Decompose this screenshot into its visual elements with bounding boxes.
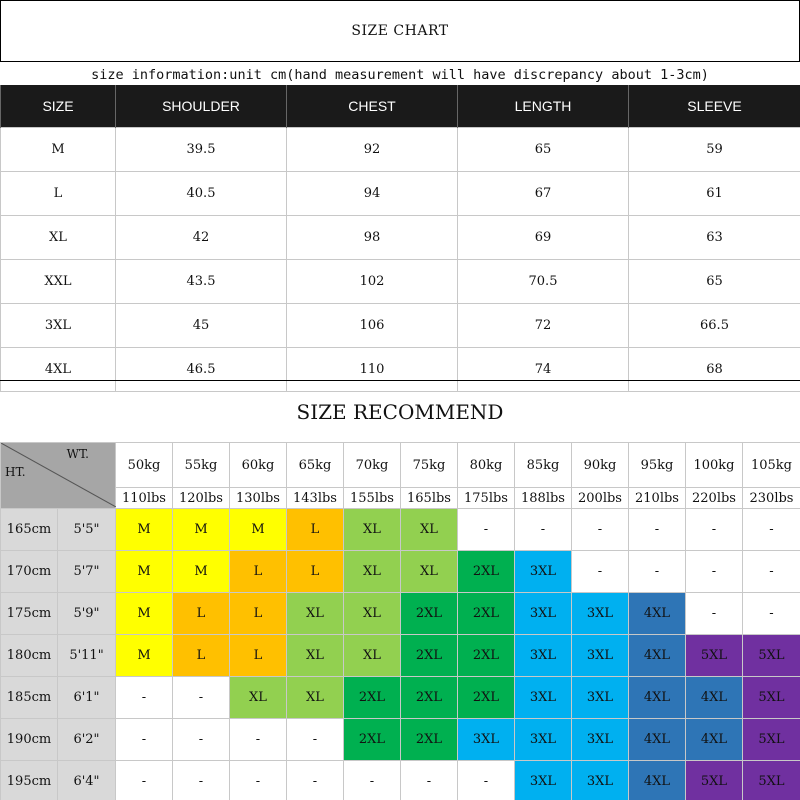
size-cell: 40.5 — [116, 172, 287, 216]
height-ft-cell: 5'7" — [58, 551, 116, 593]
height-row — [1, 761, 800, 800]
weight-lbs-cell: 120lbs — [173, 488, 230, 509]
recommended-size-cell: XL — [287, 635, 344, 677]
size-cell: 70.5 — [458, 260, 629, 304]
height-row — [1, 509, 800, 551]
recommended-size-cell: 2XL — [458, 551, 515, 593]
size-cell: 42 — [116, 216, 287, 260]
weight-lbs-cell: 110lbs — [116, 488, 173, 509]
size-cell: 67 — [458, 172, 629, 216]
recommended-size-cell: - — [743, 551, 800, 593]
recommended-size-cell: 2XL — [401, 719, 458, 761]
size-cell: 46.5 — [116, 348, 287, 392]
recommended-size-cell: 3XL — [572, 719, 629, 761]
recommended-size-cell: 2XL — [458, 635, 515, 677]
size-row — [1, 304, 800, 348]
height-cm-cell: 185cm — [1, 677, 58, 719]
recommended-size-cell: 3XL — [572, 593, 629, 635]
height-cm-cell: 175cm — [1, 593, 58, 635]
header-chest: CHEST — [287, 85, 458, 128]
size-table-header — [1, 85, 800, 128]
weight-kg-cell: 60kg — [230, 443, 287, 488]
weight-kg-cell: 90kg — [572, 443, 629, 488]
recommended-size-cell: L — [287, 509, 344, 551]
recommended-size-cell: M — [116, 593, 173, 635]
recommended-size-cell: 3XL — [515, 719, 572, 761]
size-cell: M — [1, 128, 116, 172]
recommended-size-cell: - — [686, 509, 743, 551]
recommended-size-cell: 3XL — [572, 677, 629, 719]
size-chart-table — [0, 85, 800, 392]
recommended-size-cell: 4XL — [629, 761, 686, 800]
height-row — [1, 677, 800, 719]
size-cell: 4XL — [1, 348, 116, 392]
weight-lbs-cell: 200lbs — [572, 488, 629, 509]
recommended-size-cell: L — [230, 551, 287, 593]
recommended-size-cell: 2XL — [401, 593, 458, 635]
recommended-size-cell: 4XL — [629, 677, 686, 719]
recommended-size-cell: 5XL — [743, 677, 800, 719]
recommended-size-cell: - — [686, 551, 743, 593]
recommended-size-cell: 3XL — [572, 761, 629, 800]
size-cell: 106 — [287, 304, 458, 348]
recommended-size-cell: 4XL — [629, 635, 686, 677]
size-cell: 66.5 — [629, 304, 800, 348]
weight-lbs-row — [1, 488, 800, 509]
header-size: SIZE — [1, 85, 116, 128]
recommended-size-cell: - — [230, 761, 287, 800]
size-cell: 110 — [287, 348, 458, 392]
recommended-size-cell: 2XL — [401, 677, 458, 719]
recommended-size-cell: - — [572, 509, 629, 551]
size-chart-title: SIZE CHART — [0, 0, 800, 62]
size-cell: 102 — [287, 260, 458, 304]
recommended-size-cell: - — [287, 719, 344, 761]
height-cm-cell: 190cm — [1, 719, 58, 761]
recommended-size-cell: 5XL — [686, 635, 743, 677]
recommended-size-cell: M — [173, 551, 230, 593]
height-row — [1, 593, 800, 635]
recommended-size-cell: - — [458, 761, 515, 800]
recommended-size-cell: 2XL — [344, 719, 401, 761]
recommended-size-cell: - — [629, 551, 686, 593]
size-cell: 74 — [458, 348, 629, 392]
size-cell: 39.5 — [116, 128, 287, 172]
size-recommend-title: SIZE RECOMMEND — [0, 380, 800, 443]
recommended-size-cell: - — [515, 509, 572, 551]
weight-lbs-cell: 130lbs — [230, 488, 287, 509]
recommended-size-cell: M — [173, 509, 230, 551]
size-row — [1, 216, 800, 260]
weight-kg-cell: 85kg — [515, 443, 572, 488]
recommended-size-cell: L — [230, 593, 287, 635]
size-cell: 94 — [287, 172, 458, 216]
recommended-size-cell: - — [173, 761, 230, 800]
recommended-size-cell: 3XL — [515, 551, 572, 593]
recommended-size-cell: 5XL — [686, 761, 743, 800]
weight-kg-row — [1, 443, 800, 488]
size-information-note: size information:unit cm(hand measurement will have discrepancy about 1-3cm) — [91, 67, 709, 83]
size-cell: 61 — [629, 172, 800, 216]
height-cm-cell: 170cm — [1, 551, 58, 593]
recommended-size-cell: M — [230, 509, 287, 551]
recommended-size-cell: - — [173, 677, 230, 719]
weight-label: WT. — [66, 447, 89, 461]
weight-kg-cell: 105kg — [743, 443, 800, 488]
recommended-size-cell: - — [116, 677, 173, 719]
height-row — [1, 635, 800, 677]
recommended-size-cell: - — [116, 719, 173, 761]
size-cell: XL — [1, 216, 116, 260]
recommended-size-cell: - — [686, 593, 743, 635]
header-length: LENGTH — [458, 85, 629, 128]
size-cell: L — [1, 172, 116, 216]
weight-kg-cell: 80kg — [458, 443, 515, 488]
weight-lbs-cell: 188lbs — [515, 488, 572, 509]
weight-lbs-cell: 155lbs — [344, 488, 401, 509]
recommended-size-cell: - — [116, 761, 173, 800]
weight-kg-cell: 95kg — [629, 443, 686, 488]
recommended-size-cell: 3XL — [572, 635, 629, 677]
recommended-size-cell: L — [173, 635, 230, 677]
recommended-size-cell: 5XL — [743, 719, 800, 761]
size-cell: 59 — [629, 128, 800, 172]
recommended-size-cell: XL — [230, 677, 287, 719]
recommended-size-cell: L — [230, 635, 287, 677]
weight-kg-cell: 100kg — [686, 443, 743, 488]
size-cell: 98 — [287, 216, 458, 260]
recommended-size-cell: 5XL — [743, 635, 800, 677]
size-cell: 45 — [116, 304, 287, 348]
recommended-size-cell: 3XL — [515, 761, 572, 800]
recommended-size-cell: - — [458, 509, 515, 551]
recommended-size-cell: 3XL — [515, 677, 572, 719]
recommended-size-cell: 3XL — [515, 593, 572, 635]
recommended-size-cell: L — [173, 593, 230, 635]
recommended-size-cell: - — [629, 509, 686, 551]
size-cell: 3XL — [1, 304, 116, 348]
recommended-size-cell: 2XL — [458, 677, 515, 719]
size-cell: 72 — [458, 304, 629, 348]
recommended-size-cell: 4XL — [629, 719, 686, 761]
recommended-size-cell: - — [401, 761, 458, 800]
height-row — [1, 719, 800, 761]
recommended-size-cell: M — [116, 509, 173, 551]
weight-lbs-cell: 165lbs — [401, 488, 458, 509]
size-cell: 69 — [458, 216, 629, 260]
recommended-size-cell: - — [230, 719, 287, 761]
size-cell: 92 — [287, 128, 458, 172]
size-cell: 65 — [629, 260, 800, 304]
size-row — [1, 128, 800, 172]
weight-lbs-cell: 230lbs — [743, 488, 800, 509]
weight-lbs-cell: 175lbs — [458, 488, 515, 509]
height-cm-cell: 180cm — [1, 635, 58, 677]
size-row — [1, 172, 800, 216]
recommended-size-cell: 3XL — [458, 719, 515, 761]
size-recommend-table — [0, 442, 800, 800]
weight-lbs-cell: 220lbs — [686, 488, 743, 509]
header-shoulder: SHOULDER — [116, 85, 287, 128]
weight-kg-cell: 75kg — [401, 443, 458, 488]
height-row — [1, 551, 800, 593]
weight-kg-cell: 55kg — [173, 443, 230, 488]
recommended-size-cell: XL — [344, 593, 401, 635]
recommended-size-cell: - — [344, 761, 401, 800]
recommended-size-cell: L — [287, 551, 344, 593]
recommended-size-cell: XL — [401, 509, 458, 551]
size-cell: 68 — [629, 348, 800, 392]
recommended-size-cell: 4XL — [686, 719, 743, 761]
height-ft-cell: 5'9" — [58, 593, 116, 635]
height-cm-cell: 165cm — [1, 509, 58, 551]
recommended-size-cell: - — [743, 509, 800, 551]
recommended-size-cell: 4XL — [629, 593, 686, 635]
weight-lbs-cell: 143lbs — [287, 488, 344, 509]
size-cell: 43.5 — [116, 260, 287, 304]
weight-kg-cell: 65kg — [287, 443, 344, 488]
recommended-size-cell: M — [116, 635, 173, 677]
recommended-size-cell: M — [116, 551, 173, 593]
recommended-size-cell: 4XL — [686, 677, 743, 719]
height-cm-cell: 195cm — [1, 761, 58, 800]
weight-lbs-cell: 210lbs — [629, 488, 686, 509]
size-row — [1, 260, 800, 304]
height-ft-cell: 6'4" — [58, 761, 116, 800]
recommended-size-cell: XL — [344, 635, 401, 677]
size-cell: XXL — [1, 260, 116, 304]
recommended-size-cell: XL — [401, 551, 458, 593]
recommended-size-cell: - — [572, 551, 629, 593]
height-weight-corner — [1, 443, 116, 509]
height-ft-cell: 5'11" — [58, 635, 116, 677]
recommended-size-cell: XL — [287, 593, 344, 635]
height-ft-cell: 5'5" — [58, 509, 116, 551]
recommended-size-cell: 5XL — [743, 761, 800, 800]
recommended-size-cell: XL — [344, 509, 401, 551]
recommended-size-cell: 3XL — [515, 635, 572, 677]
height-ft-cell: 6'1" — [58, 677, 116, 719]
recommended-size-cell: 2XL — [458, 593, 515, 635]
size-cell: 65 — [458, 128, 629, 172]
recommended-size-cell: - — [287, 761, 344, 800]
header-sleeve: SLEEVE — [629, 85, 800, 128]
weight-kg-cell: 50kg — [116, 443, 173, 488]
recommended-size-cell: XL — [344, 551, 401, 593]
recommended-size-cell: 2XL — [401, 635, 458, 677]
recommended-size-cell: 2XL — [344, 677, 401, 719]
height-ft-cell: 6'2" — [58, 719, 116, 761]
recommended-size-cell: - — [743, 593, 800, 635]
recommended-size-cell: XL — [287, 677, 344, 719]
height-label: HT. — [5, 465, 26, 479]
recommended-size-cell: - — [173, 719, 230, 761]
size-cell: 63 — [629, 216, 800, 260]
weight-kg-cell: 70kg — [344, 443, 401, 488]
